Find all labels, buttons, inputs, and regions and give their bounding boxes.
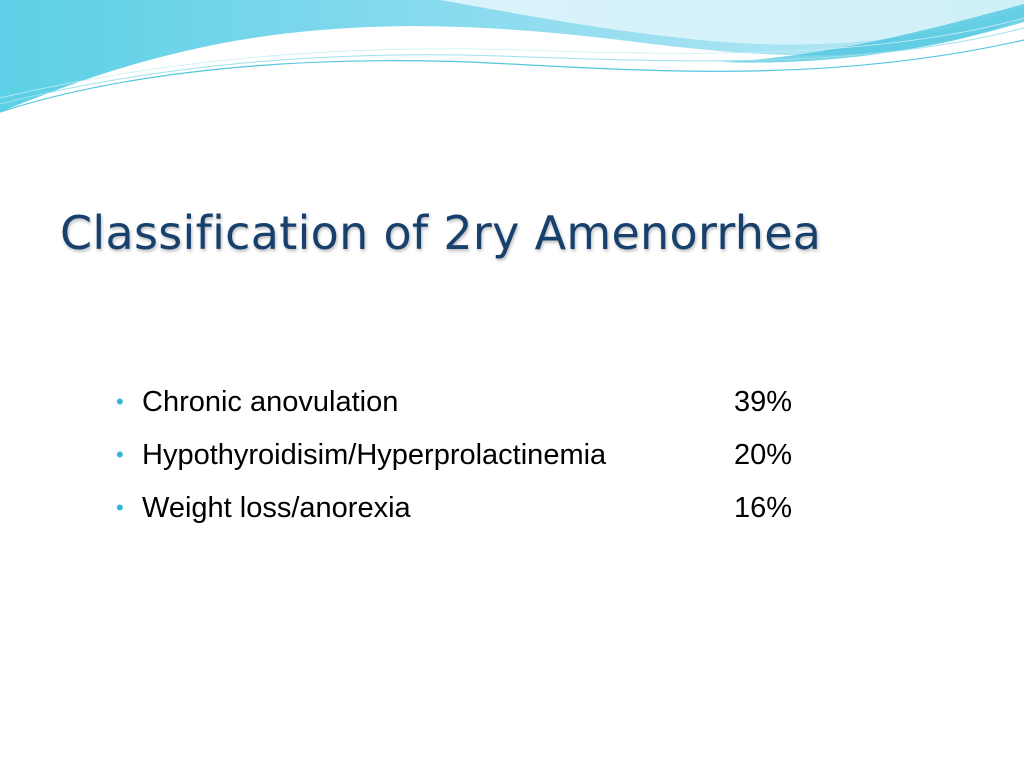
list-item-percentage: 20% bbox=[734, 439, 793, 471]
bullet-icon: • bbox=[116, 495, 124, 520]
list-item-label: Chronic anovulation bbox=[142, 386, 399, 418]
header-wave-decoration bbox=[0, 0, 1024, 130]
bullet-icon: • bbox=[116, 389, 124, 414]
bullet-icon: • bbox=[116, 442, 124, 467]
slide-title: Classification of 2ry Amenorrhea bbox=[60, 206, 822, 260]
list-item-percentage: 16% bbox=[734, 492, 793, 524]
list-item-percentage: 39% bbox=[734, 386, 793, 418]
list-item-label: Hypothyroidisim/Hyperprolactinemia bbox=[142, 439, 607, 471]
list-item-label: Weight loss/anorexia bbox=[142, 492, 411, 524]
